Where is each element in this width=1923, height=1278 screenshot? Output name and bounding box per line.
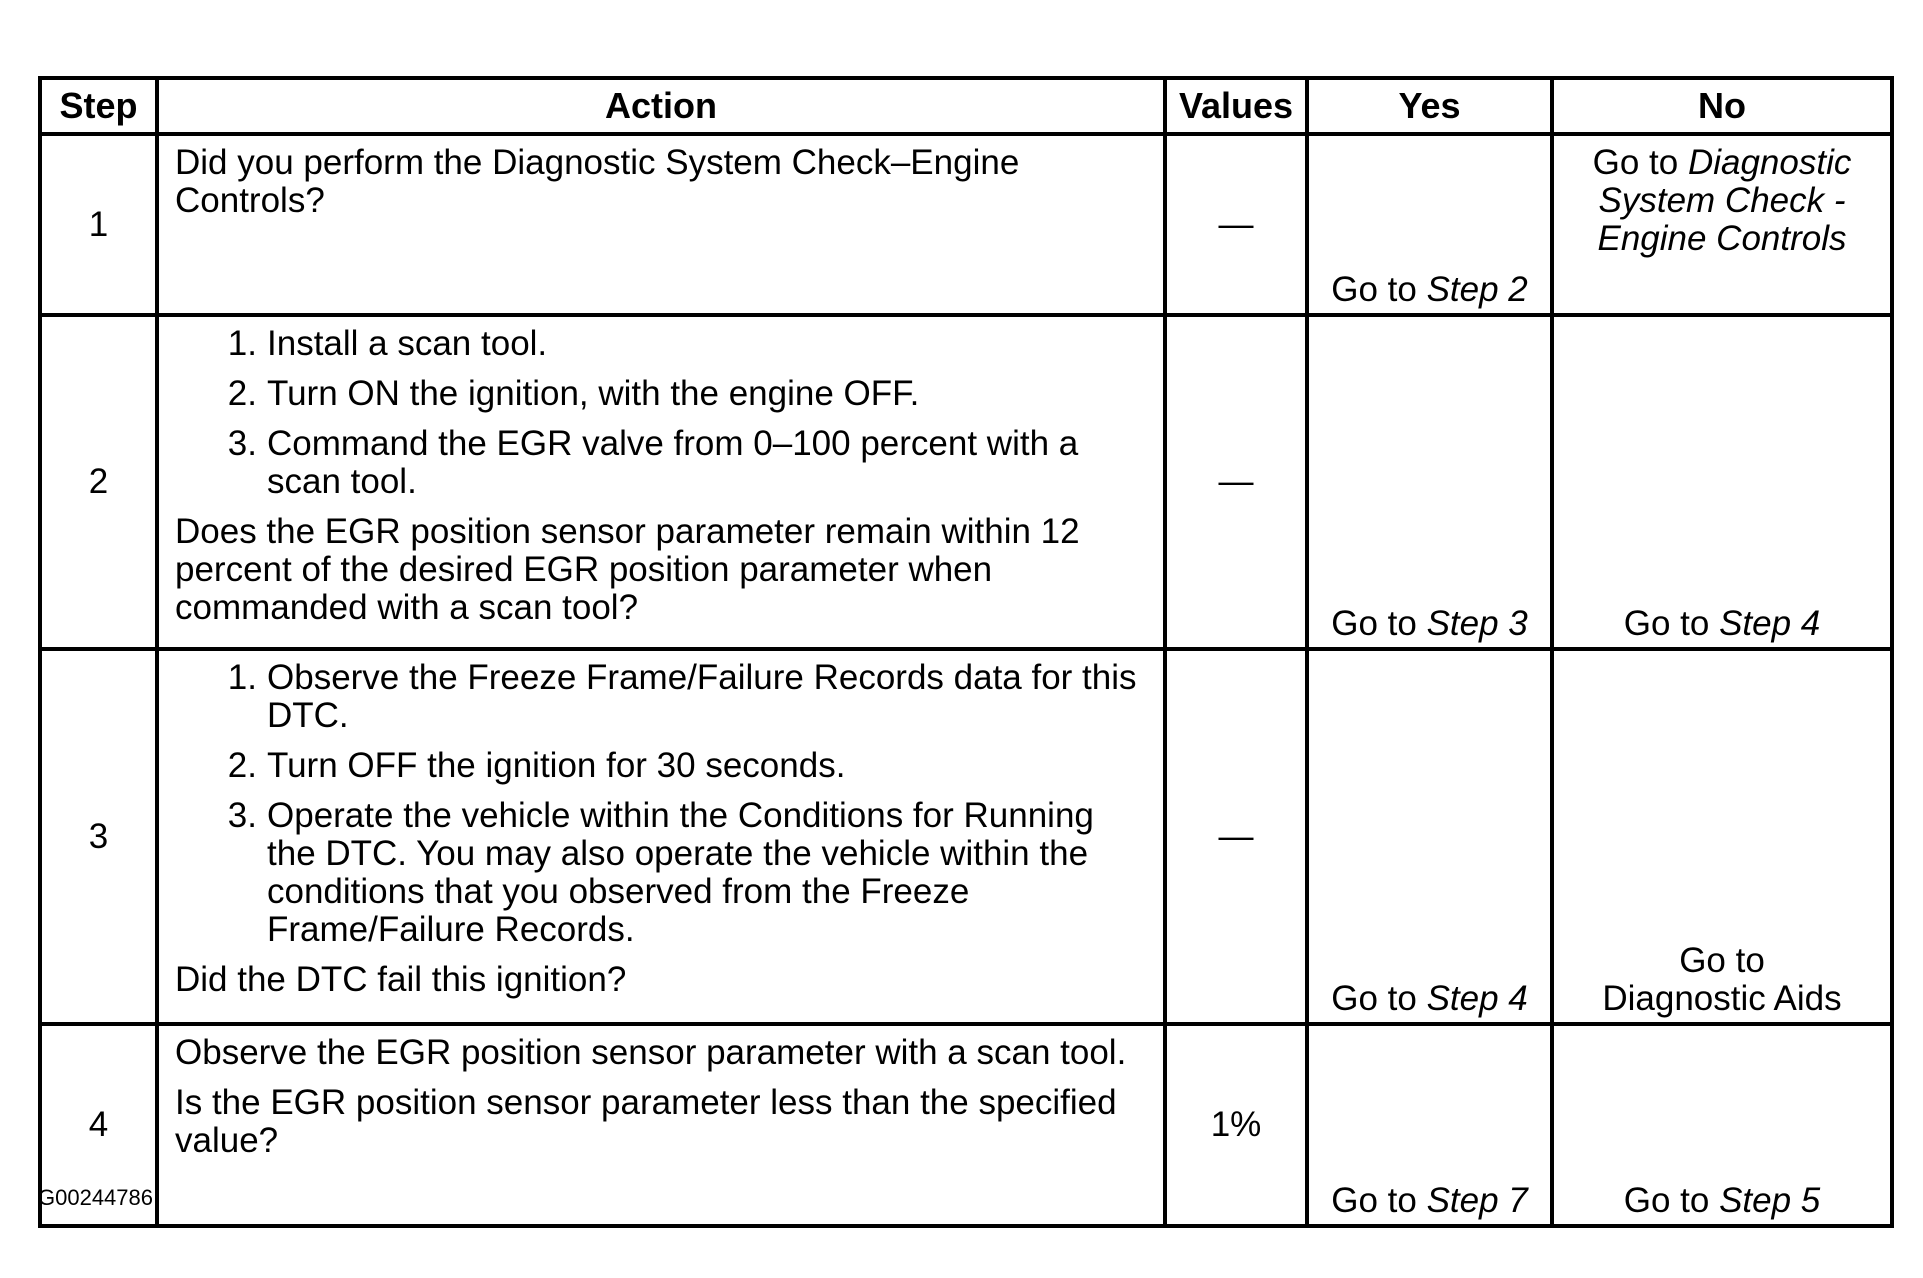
yes-link[interactable]: Step 7 [1426, 1181, 1528, 1220]
step-question: Did the DTC fail this ignition? [175, 960, 627, 999]
substep-item: 3. Operate the vehicle within the Conditions for Running the DTC. You may also operate the vehicle within the conditions that you observed from the Freeze Frame/Failure Records. [227, 796, 1094, 949]
no-cell [1552, 134, 1892, 315]
substep-item: 2. Turn ON the ignition, with the engine OFF. [227, 374, 920, 413]
no-cell [1552, 315, 1892, 649]
action-cell [157, 649, 1165, 1024]
yes-link[interactable]: Step 2 [1426, 270, 1528, 309]
no-link[interactable]: Step 5 [1719, 1181, 1821, 1220]
no-cell [1552, 649, 1892, 1024]
step-question: Is the EGR position sensor parameter less than the specified value? [175, 1083, 1117, 1160]
action-text: Observe the EGR position sensor parameter with a scan tool. [175, 1033, 1127, 1072]
substep-item: 2. Turn OFF the ignition for 30 seconds. [227, 746, 846, 785]
step-number: 1 [40, 134, 157, 315]
substep-item: 1. Install a scan tool. [227, 324, 548, 363]
figure-id: G00244786 [38, 1185, 153, 1210]
header-values: Values [1165, 78, 1307, 134]
values-cell: 1% [1165, 1024, 1307, 1226]
no-cell [1552, 1024, 1892, 1226]
action-cell [157, 134, 1165, 315]
header-row [40, 78, 1892, 134]
yes-prefix: Go to [1331, 979, 1427, 1018]
substep-item: 3. Command the EGR valve from 0–100 percent with a scan tool. [227, 424, 1079, 501]
header-step: Step [40, 78, 157, 134]
no-prefix: Go to [1623, 1181, 1720, 1220]
yes-cell [1307, 134, 1552, 315]
no-link[interactable]: Diagnostic System Check - Engine Controls [1597, 143, 1852, 258]
table-row [40, 134, 1892, 315]
diagnostic-table [38, 76, 1894, 1228]
substep-item: 1. Observe the Freeze Frame/Failure Records data for this DTC. [227, 658, 1137, 735]
step-number: 2 [40, 315, 157, 649]
values-cell: — [1165, 649, 1307, 1024]
values-cell: — [1165, 315, 1307, 649]
no-link[interactable]: Diagnostic Aids [1602, 979, 1842, 1018]
step-number: 4 [40, 1024, 157, 1226]
header-no: No [1552, 78, 1892, 134]
yes-prefix: Go to [1331, 270, 1427, 309]
yes-cell [1307, 315, 1552, 649]
step-question: Does the EGR position sensor parameter remain within 12 percent of the desired EGR position parameter when commanded with a scan tool? [175, 512, 1080, 627]
action-text: Did you perform the Diagnostic System Check–Engine Controls? [175, 143, 1020, 220]
yes-link[interactable]: Step 3 [1426, 604, 1528, 643]
header-yes: Yes [1307, 78, 1552, 134]
no-prefix: Go to [1679, 941, 1765, 980]
yes-cell [1307, 1024, 1552, 1226]
no-link[interactable]: Step 4 [1719, 604, 1821, 643]
no-prefix: Go to [1623, 604, 1720, 643]
step-number: 3 [40, 649, 157, 1024]
table-row [40, 315, 1892, 649]
yes-prefix: Go to [1331, 604, 1427, 643]
yes-cell [1307, 649, 1552, 1024]
action-cell [157, 1024, 1165, 1226]
values-cell: — [1165, 134, 1307, 315]
substep-list [175, 325, 1149, 501]
action-cell [157, 315, 1165, 649]
table-row [40, 649, 1892, 1024]
header-action: Action [157, 78, 1165, 134]
substep-list [175, 659, 1149, 949]
yes-link[interactable]: Step 4 [1426, 979, 1528, 1018]
table-row [40, 1024, 1892, 1226]
no-prefix: Go to [1592, 143, 1688, 182]
yes-prefix: Go to [1331, 1181, 1427, 1220]
